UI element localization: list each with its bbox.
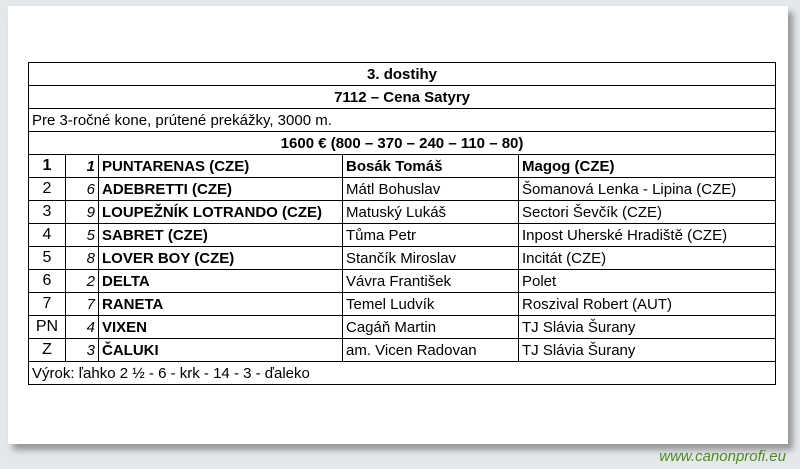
jockey-cell: Vávra František xyxy=(343,270,519,293)
race-results-table xyxy=(28,62,776,385)
horse-cell: PUNTARENAS (CZE) xyxy=(99,155,343,178)
horse-cell: LOVER BOY (CZE) xyxy=(99,247,343,270)
race-conditions: Pre 3-ročné kone, prútené prekážky, 3000 m. xyxy=(29,109,776,132)
owner-cell: TJ Slávia Šurany xyxy=(519,316,776,339)
position-cell: 2 xyxy=(29,178,66,201)
jockey-cell: Stančík Miroslav xyxy=(343,247,519,270)
position-cell: 5 xyxy=(29,247,66,270)
position-cell: PN xyxy=(29,316,66,339)
table-row xyxy=(29,339,776,362)
table-row xyxy=(29,155,776,178)
start-number-cell: 9 xyxy=(66,201,99,224)
results-sheet xyxy=(8,6,788,444)
race-prize: 1600 € (800 – 370 – 240 – 110 – 80) xyxy=(29,132,776,155)
jockey-cell: Temel Ludvík xyxy=(343,293,519,316)
table-row xyxy=(29,178,776,201)
jockey-cell: am. Vicen Radovan xyxy=(343,339,519,362)
jockey-cell: Cagáň Martin xyxy=(343,316,519,339)
start-number-cell: 1 xyxy=(66,155,99,178)
position-cell: Z xyxy=(29,339,66,362)
race-prize-row xyxy=(29,132,776,155)
owner-cell: Šomanová Lenka - Lipina (CZE) xyxy=(519,178,776,201)
race-name-row xyxy=(29,86,776,109)
jockey-cell: Matuský Lukáš xyxy=(343,201,519,224)
table-row xyxy=(29,316,776,339)
position-cell: 1 xyxy=(29,155,66,178)
owner-cell: Polet xyxy=(519,270,776,293)
owner-cell: Magog (CZE) xyxy=(519,155,776,178)
horse-cell: ČALUKI xyxy=(99,339,343,362)
owner-cell: Inpost Uherské Hradiště (CZE) xyxy=(519,224,776,247)
table-row xyxy=(29,270,776,293)
race-conditions-row xyxy=(29,109,776,132)
horse-cell: ADEBRETTI (CZE) xyxy=(99,178,343,201)
start-number-cell: 5 xyxy=(66,224,99,247)
position-cell: 7 xyxy=(29,293,66,316)
jockey-cell: Bosák Tomáš xyxy=(343,155,519,178)
horse-cell: RANETA xyxy=(99,293,343,316)
table-row xyxy=(29,293,776,316)
horse-cell: VIXEN xyxy=(99,316,343,339)
position-cell: 3 xyxy=(29,201,66,224)
start-number-cell: 2 xyxy=(66,270,99,293)
position-cell: 6 xyxy=(29,270,66,293)
table-row xyxy=(29,224,776,247)
table-row xyxy=(29,247,776,270)
owner-cell: Roszival Robert (AUT) xyxy=(519,293,776,316)
start-number-cell: 3 xyxy=(66,339,99,362)
start-number-cell: 4 xyxy=(66,316,99,339)
horse-cell: LOUPEŽNÍK LOTRANDO (CZE) xyxy=(99,201,343,224)
table-row xyxy=(29,201,776,224)
horse-cell: SABRET (CZE) xyxy=(99,224,343,247)
start-number-cell: 8 xyxy=(66,247,99,270)
watermark-text: www.canonprofi.eu xyxy=(659,448,786,465)
start-number-cell: 7 xyxy=(66,293,99,316)
result-note: Výrok: ľahko 2 ½ - 6 - krk - 14 - 3 - ďaleko xyxy=(29,362,776,385)
start-number-cell: 6 xyxy=(66,178,99,201)
race-title: 3. dostihy xyxy=(29,63,776,86)
jockey-cell: Mátl Bohuslav xyxy=(343,178,519,201)
position-cell: 4 xyxy=(29,224,66,247)
owner-cell: Sectori Ševčík (CZE) xyxy=(519,201,776,224)
owner-cell: Incitát (CZE) xyxy=(519,247,776,270)
race-title-row xyxy=(29,63,776,86)
race-name: 7112 – Cena Satyry xyxy=(29,86,776,109)
jockey-cell: Tůma Petr xyxy=(343,224,519,247)
owner-cell: TJ Slávia Šurany xyxy=(519,339,776,362)
horse-cell: DELTA xyxy=(99,270,343,293)
result-note-row xyxy=(29,362,776,385)
